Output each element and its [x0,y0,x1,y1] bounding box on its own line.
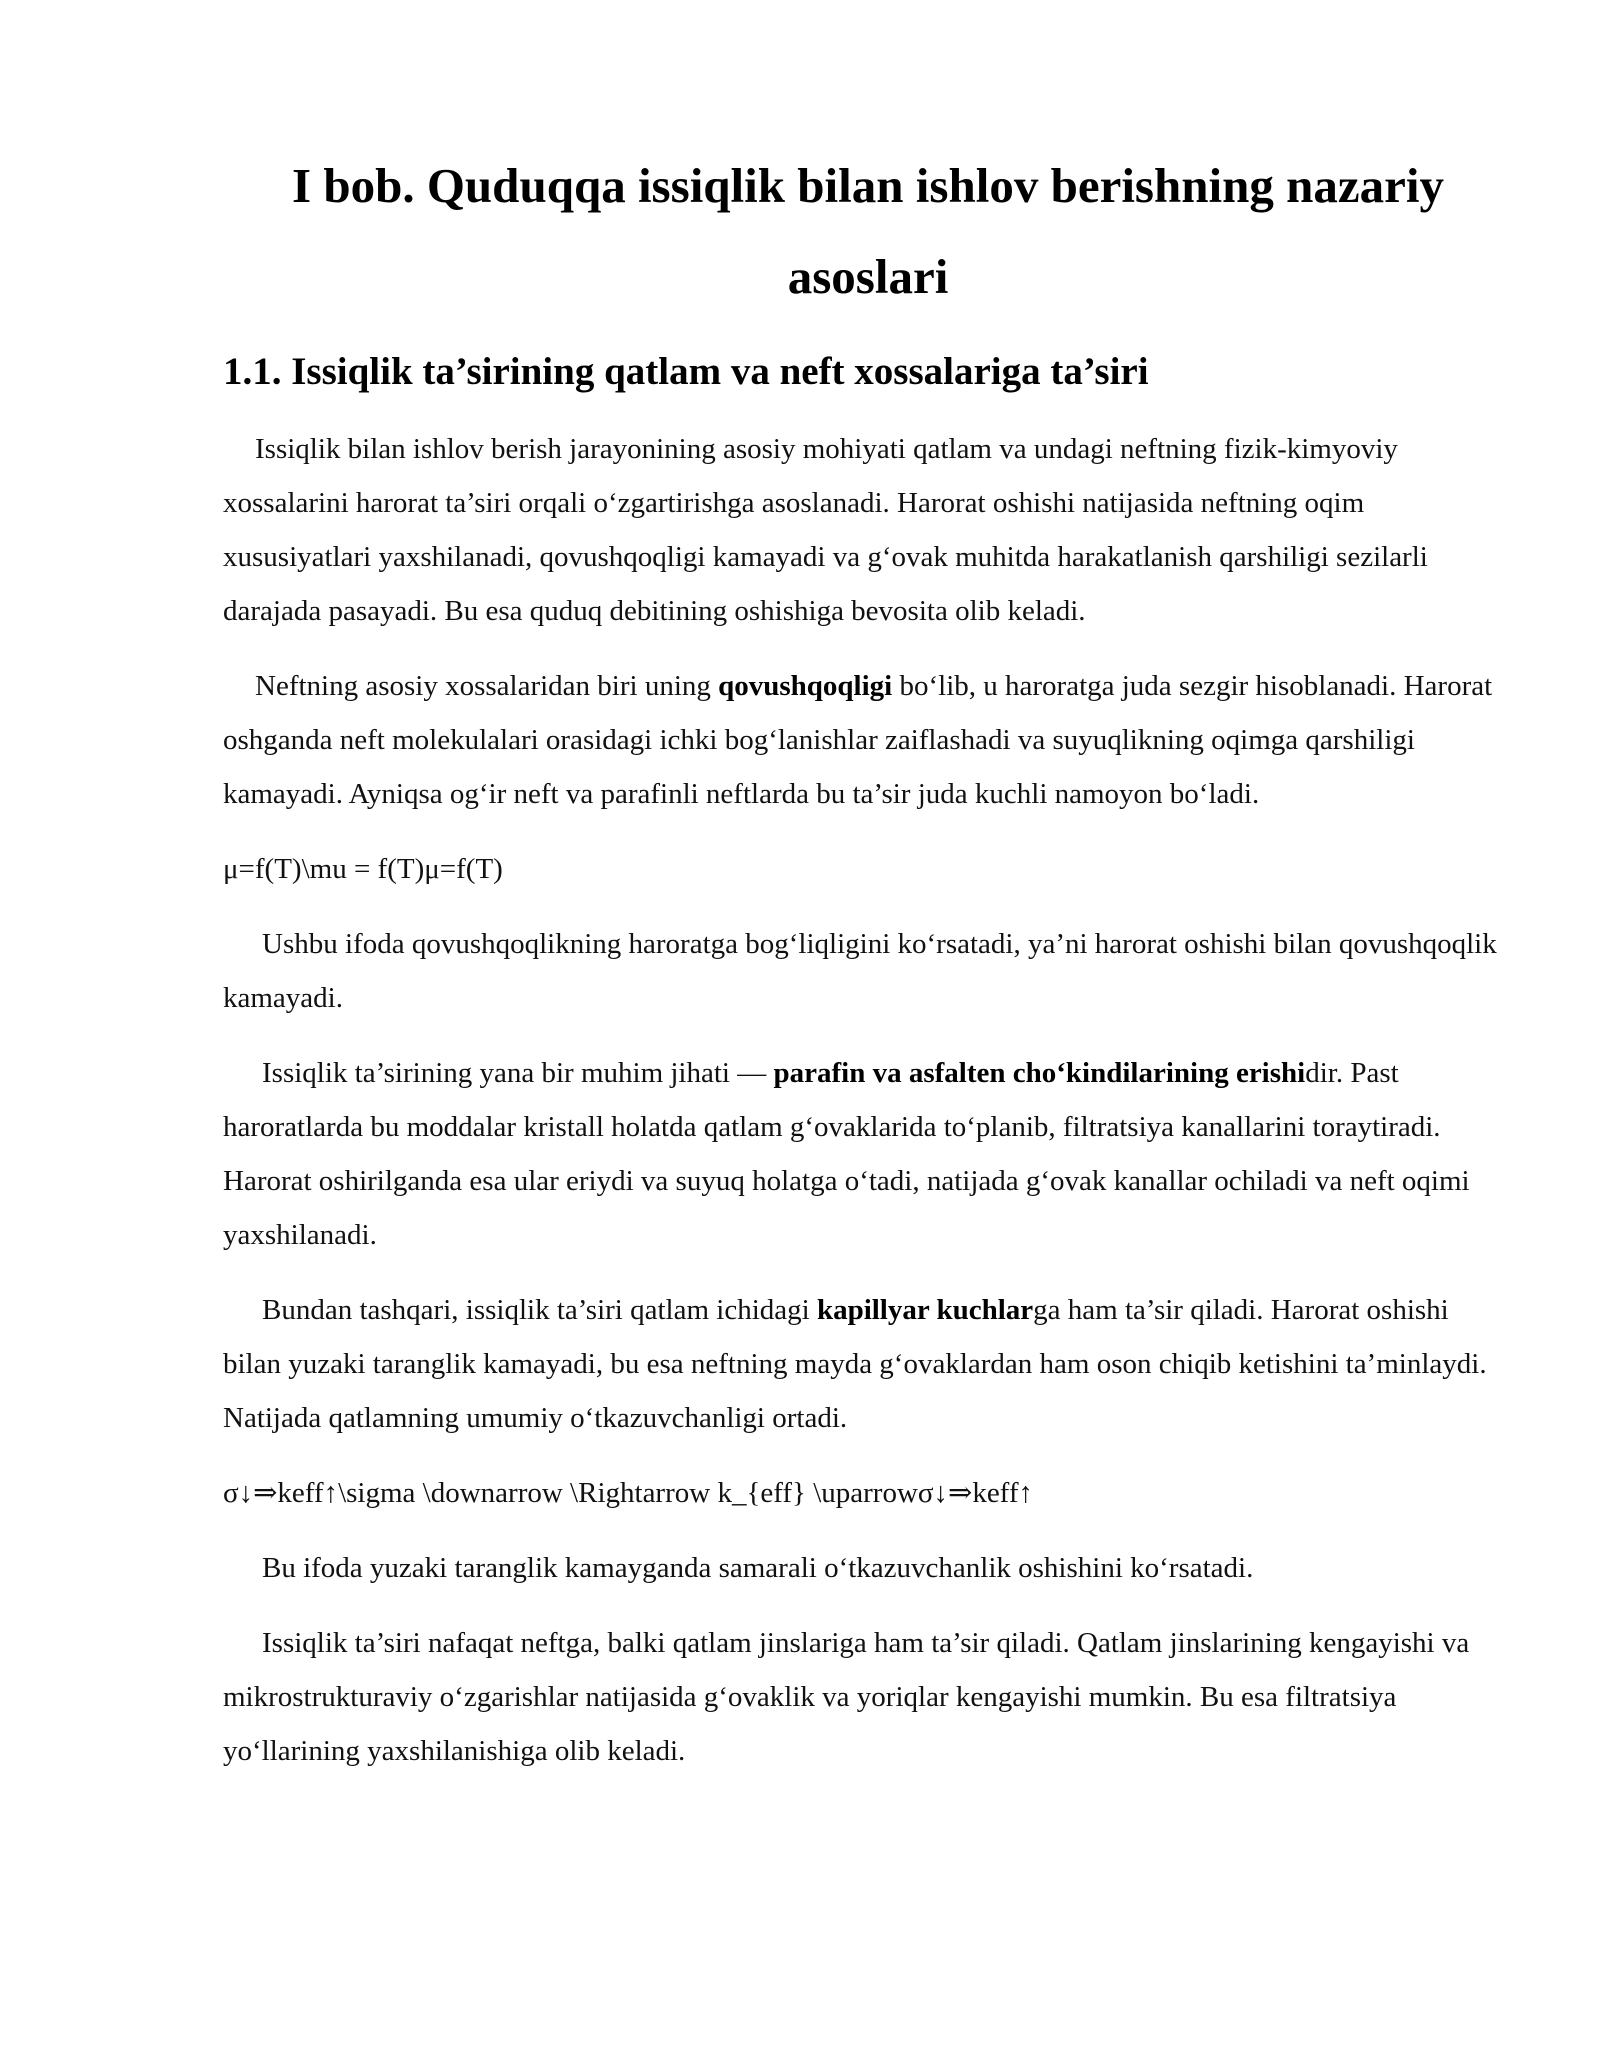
bold-term-viscosity: qovushqoqligi [718,670,893,702]
paragraph-intro [223,422,1513,638]
paragraph-rock [223,1616,1513,1778]
formula-viscosity: μ=f(T)\mu = f(T)μ=f(T) [223,853,503,885]
section-heading: 1.1. Issiqlik ta’sirining qatlam va neft xossalariga ta’siri [223,350,1149,393]
paragraph-text: Issiqlik bilan ishlov berish jarayonining asosiy mohiyati qatlam va undagi neftning fizik-kimyoviy xossalarini harorat ta’siri orqali o‘zgartirishga asoslanadi. Harorat oshishi natijasida neftning oqim xususiyatlari yaxshilanadi, qovushqoqligi kamayadi va g‘ovak muhitda harakatlanish qarshiligi sezilarli darajada pasayadi. Bu esa quduq debitining oshishiga bevosita olib keladi. [223,433,1428,627]
paragraph-capillary [223,1283,1513,1445]
bold-term-capillary: kapillyar kuchlar [816,1294,1034,1326]
paragraph-text-after: dir. Past haroratlarda bu moddalar kristall holatda qatlam g‘ovaklarida to‘planib, filtratsiya kanallarini toraytiradi. Harorat oshirilganda esa ular eriydi va suyuq holatga o‘tadi, natijada g‘ovak kanallar ochiladi va neft oqimi yaxshilanadi. [223,1057,1470,1251]
bold-term-paraffin: parafin va asfalten cho‘kindilarining erishi [773,1057,1306,1089]
paragraph-text-after: bo‘lib, u haroratga juda sezgir hisoblanadi. Harorat oshganda neft molekulalari orasidagi ichki bog‘lanishlar zaiflashadi va suyuqlikning oqimga qarshiligi kamayadi. Ayniqsa og‘ir neft va parafinli neftlarda bu ta’sir juda kuchli namoyon bo‘ladi. [223,670,1493,810]
paragraph-formula-explanation-2 [223,1541,1513,1595]
paragraph-text-before: Bundan tashqari, issiqlik ta’siri qatlam ichidagi [262,1294,817,1326]
paragraph-text-before: Issiqlik ta’sirining yana bir muhim jihati — [262,1057,774,1089]
formula-surface-tension: σ↓⇒keff↑\sigma \downarrow \Rightarrow k_{eff} \uparrowσ↓⇒keff↑ [223,1477,1033,1509]
paragraph-text: Issiqlik ta’siri nafaqat neftga, balki qatlam jinslariga ham ta’sir qiladi. Qatlam jinslarining kengayishi va mikrostrukturaviy o‘zgarishlar natijasida g‘ovaklik va yoriqlar kengayishi mumkin. Bu esa filtratsiya yo‘llarining yaxshilanishiga olib keladi. [223,1627,1470,1767]
paragraph-viscosity [223,659,1513,821]
paragraph-text: Bu ifoda yuzaki taranglik kamayganda samarali o‘tkazuvchanlik oshishini ko‘rsatadi. [262,1552,1254,1584]
paragraph-text-after: ga ham ta’sir qiladi. Harorat oshishi bilan yuzaki taranglik kamayadi, bu esa neftning mayda g‘ovaklardan ham oson chiqib ketishini ta’minlaydi. Natijada qatlamning umumiy o‘tkazuvchanligi ortadi. [223,1294,1487,1434]
paragraph-formula-explanation [223,917,1513,1025]
paragraph-text: Ushbu ifoda qovushqoqlikning haroratga bog‘liqligini ko‘rsatadi, ya’ni harorat oshishi bilan qovushqoqlik kamayadi. [223,928,1497,1014]
paragraph-text-before: Neftning asosiy xossalaridan biri uning [255,670,719,702]
paragraph-paraffin [223,1046,1513,1262]
chapter-title: I bob. Quduqqa issiqlik bilan ishlov berishning nazariy asoslari [292,158,1444,304]
document-page [223,140,1513,1778]
